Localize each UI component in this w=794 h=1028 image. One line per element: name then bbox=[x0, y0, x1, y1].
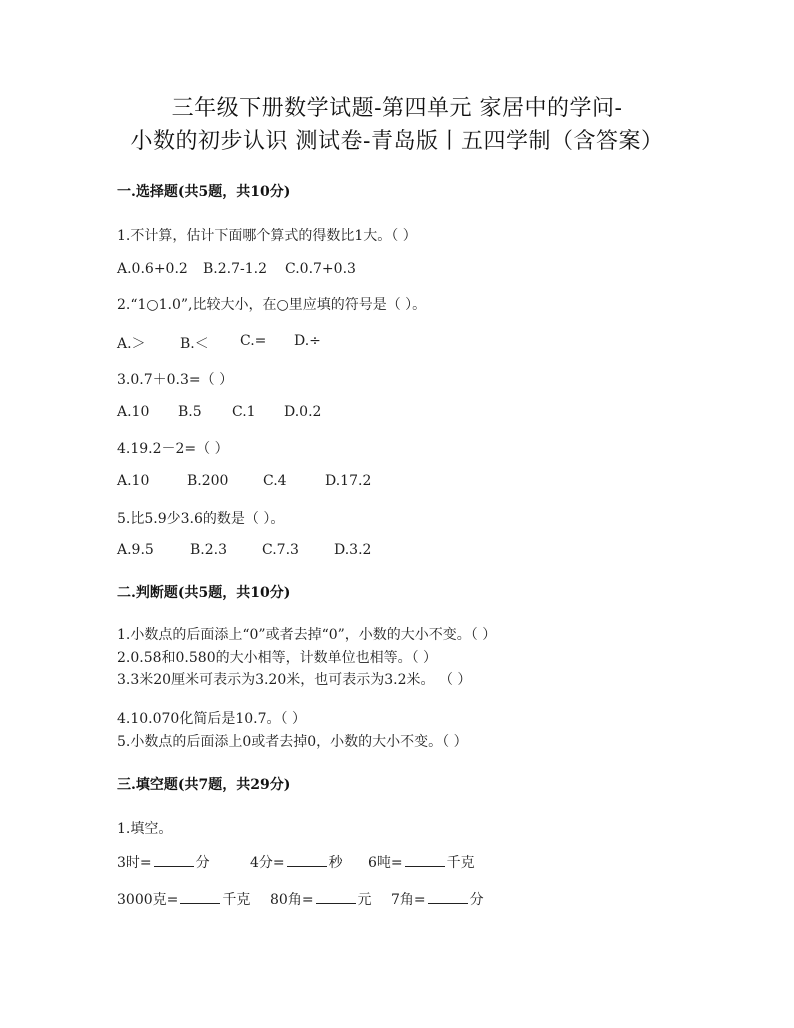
fill-unit: 秒 bbox=[328, 855, 343, 871]
question-1-option-c: C.0.7+0.3 bbox=[285, 261, 356, 277]
question-2-option-b: B.＜ bbox=[180, 336, 209, 352]
answer-blank[interactable] bbox=[428, 889, 468, 904]
fill-item-tons-to-kilograms bbox=[368, 852, 475, 872]
question-1-option-b: B.2.7-1.2 bbox=[203, 261, 267, 277]
question-1-option-a: A.0.6+0.2 bbox=[117, 261, 188, 277]
question-5-option-d: D.3.2 bbox=[334, 542, 372, 558]
question-2-text: 2.“1○1.0”,比较大小，在○里应填的符号是（ ）。 bbox=[117, 297, 427, 313]
question-3-text: 3.0.7＋0.3=（ ） bbox=[117, 372, 234, 388]
question-3-option-a: A.10 bbox=[117, 404, 150, 420]
judgement-item-2: 2.0.58和0.580的大小相等，计数单位也相等。（ ） bbox=[117, 650, 438, 666]
fill-item-minutes-to-seconds bbox=[250, 852, 343, 872]
answer-blank[interactable] bbox=[154, 852, 194, 867]
question-4-option-c: C.4 bbox=[263, 473, 287, 489]
fill-unit: 分 bbox=[469, 892, 484, 908]
judgement-item-1: 1.小数点的后面添上“0”或者去掉“0”，小数的大小不变。（ ） bbox=[117, 627, 497, 643]
fill-label: 3000克= bbox=[117, 892, 179, 908]
judgement-item-3: 3.3米20厘米可表示为3.20米，也可表示为3.2米。 （ ） bbox=[117, 672, 472, 688]
section-heading-judgement: 二.判断题(共5题，共10分) bbox=[117, 585, 291, 601]
fill-question-1-text: 1.填空。 bbox=[117, 821, 173, 837]
answer-blank[interactable] bbox=[405, 852, 445, 867]
answer-blank[interactable] bbox=[287, 852, 327, 867]
question-4-text: 4.19.2－2=（ ） bbox=[117, 441, 229, 457]
fill-label: 4分= bbox=[250, 855, 285, 871]
section-heading-choice: 一.选择题(共5题，共10分) bbox=[117, 184, 291, 200]
page-title-line-1: 三年级下册数学试题-第四单元 家居中的学问- bbox=[171, 96, 623, 121]
fill-item-jiao-to-yuan bbox=[270, 889, 372, 909]
question-2-option-a: A.＞ bbox=[117, 336, 146, 352]
question-5-text: 5.比5.9少3.6的数是（ ）。 bbox=[117, 511, 285, 527]
fill-unit: 分 bbox=[195, 855, 210, 871]
question-4-option-b: B.200 bbox=[187, 473, 229, 489]
judgement-item-5: 5.小数点的后面添上0或者去掉0，小数的大小不变。（ ） bbox=[117, 734, 468, 750]
question-1-text: 1.不计算，估计下面哪个算式的得数比1大。（ ） bbox=[117, 228, 417, 244]
answer-blank[interactable] bbox=[316, 889, 356, 904]
question-4-option-d: D.17.2 bbox=[325, 473, 372, 489]
question-5-option-a: A.9.5 bbox=[117, 542, 154, 558]
question-2-option-c: C.= bbox=[240, 333, 267, 349]
judgement-item-4: 4.10.070化简后是10.7。（ ） bbox=[117, 711, 306, 727]
fill-unit: 千克 bbox=[222, 892, 251, 908]
question-3-option-d: D.0.2 bbox=[284, 404, 322, 420]
fill-unit: 元 bbox=[357, 892, 372, 908]
question-3-option-b: B.5 bbox=[178, 404, 202, 420]
fill-label: 6吨= bbox=[368, 855, 403, 871]
fill-label: 7角= bbox=[391, 892, 426, 908]
question-2-option-d: D.÷ bbox=[294, 333, 321, 349]
fill-label: 80角= bbox=[270, 892, 314, 908]
question-3-option-c: C.1 bbox=[232, 404, 256, 420]
fill-label: 3时= bbox=[117, 855, 152, 871]
fill-item-grams-to-kilograms bbox=[117, 889, 250, 909]
question-4-option-a: A.10 bbox=[117, 473, 150, 489]
fill-item-hours-to-minutes bbox=[117, 852, 210, 872]
section-heading-fill-in: 三.填空题(共7题，共29分) bbox=[117, 777, 291, 793]
answer-blank[interactable] bbox=[180, 889, 220, 904]
page-title-line-2: 小数的初步认识 测试卷-青岛版丨五四学制（含答案） bbox=[130, 129, 664, 154]
question-5-option-b: B.2.3 bbox=[190, 542, 228, 558]
fill-item-jiao-to-fen bbox=[391, 889, 484, 909]
question-5-option-c: C.7.3 bbox=[262, 542, 299, 558]
fill-unit: 千克 bbox=[446, 855, 475, 871]
